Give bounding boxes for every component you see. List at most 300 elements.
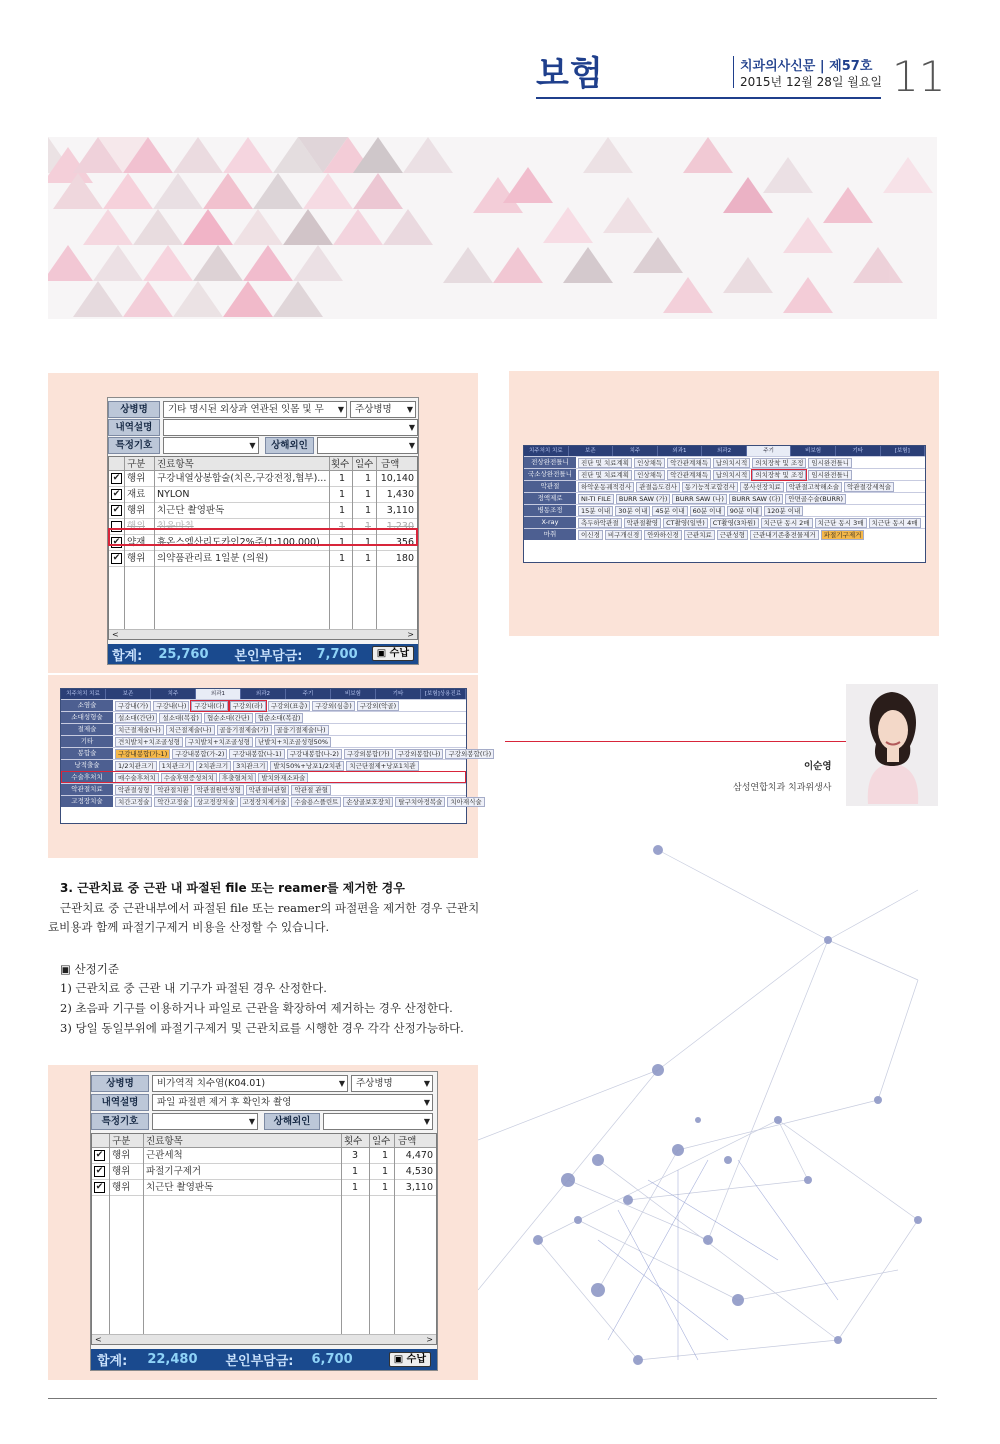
disease-value: 기타 명시된 외상과 연관된 잇몸 및 무 — [168, 404, 324, 415]
page-number: 11 — [892, 52, 946, 101]
procedure-button[interactable]: BURR SAW (가) — [616, 494, 671, 504]
row-checkbox[interactable]: ✔ — [112, 537, 121, 547]
procedure-button[interactable]: 이신경 — [578, 530, 603, 540]
criteria-title: ▣ 산정기준 — [60, 962, 119, 976]
receipt-button[interactable]: ▣ 수납 — [372, 646, 414, 661]
procedure-button[interactable]: 봉사선장치료 — [740, 482, 784, 492]
tab-row-label: 마취 — [524, 529, 576, 540]
grid-col-divider — [124, 457, 125, 639]
col-type: 구분 — [127, 459, 146, 470]
row-amount: 1,430 — [386, 489, 414, 500]
author-affiliation: 삼성연합치과 치과위생사 — [733, 783, 832, 793]
network-decoration — [478, 820, 937, 1380]
col-count: 횟수 — [331, 459, 350, 470]
procedure-button[interactable]: 악관절원반성형 — [194, 785, 244, 795]
procedure-button[interactable]: CT촬영(3차원) — [710, 518, 759, 528]
procedure-button[interactable]: 악관절치환 — [154, 785, 191, 795]
tab-item[interactable]: 주기 — [286, 689, 331, 699]
row-type: 행위 — [127, 553, 146, 564]
triangle-pattern-banner — [48, 137, 937, 319]
procedure-button[interactable]: 탈구치아정복술 — [395, 797, 445, 807]
disease-select[interactable] — [152, 1075, 348, 1092]
procedure-button[interactable]: 악관절비관혈 — [246, 785, 290, 795]
row-count: 3 — [352, 1150, 359, 1161]
procedure-button[interactable]: 악관절촬영 — [624, 518, 661, 528]
procedure-button[interactable]: 구강내(가) — [115, 701, 151, 711]
procedure-button[interactable]: 고정장치제거술 — [240, 797, 290, 807]
row-item: 침윤마취 — [157, 521, 194, 532]
issue-number: 제57호 — [829, 59, 873, 74]
tab-row-label: 봉합술 — [61, 748, 113, 759]
author-photo — [846, 684, 938, 806]
procedure-button[interactable]: 구강외봉합(나) — [395, 749, 444, 759]
procedure-button[interactable]: 수술용스플린트 — [291, 797, 341, 807]
horizontal-scrollbar[interactable] — [92, 1334, 436, 1344]
procedure-button[interactable]: 2치관크기 — [196, 761, 231, 771]
tab-item[interactable]: [보험] — [881, 446, 926, 456]
grid-col-divider — [341, 1134, 342, 1344]
procedure-button[interactable]: 측두하악관절 — [578, 518, 622, 528]
chevron-down-icon: ▼ — [423, 1079, 430, 1088]
claim-screen-1 — [107, 397, 419, 665]
tab-item[interactable]: 보존 — [569, 446, 614, 456]
treatment-tabs-bottom — [60, 688, 492, 824]
procedure-button[interactable]: 근관내기존충전물제거 — [750, 530, 819, 540]
tab-row-label: 수술후처치 — [61, 772, 113, 783]
row-checkbox[interactable]: ✔ — [112, 473, 121, 483]
footer-rule — [48, 1398, 937, 1399]
scroll-left-icon[interactable]: < — [112, 630, 119, 639]
tab-item[interactable]: 외과2 — [241, 689, 286, 699]
scroll-left-icon[interactable]: < — [95, 1335, 102, 1344]
procedure-button[interactable]: 구강내봉합(가-1) — [115, 749, 170, 759]
tab-row-label: 기타 — [61, 736, 113, 747]
desc-select[interactable] — [152, 1094, 433, 1111]
procedure-button[interactable]: 구강외(심층) — [312, 701, 354, 711]
disease-value: 비가역적 치수염(K04.01) — [157, 1078, 266, 1089]
author-photo-graphic — [846, 684, 938, 806]
procedure-button[interactable]: 악관절강세척술 — [844, 482, 894, 492]
col-days: 일수 — [372, 1136, 391, 1147]
row-days: 1 — [365, 537, 372, 548]
row-type: 행위 — [127, 473, 146, 484]
tab-row-label: 고정장치술 — [61, 796, 113, 807]
article-body-line-2: 료비용과 함께 파절기구제거 비용을 산정할 수 있습니다. — [48, 920, 330, 934]
table-row[interactable] — [109, 551, 417, 567]
procedure-button[interactable]: 치근단 동시 4매 — [869, 518, 921, 528]
copay-value: 7,700 — [316, 646, 358, 662]
row-checkbox[interactable]: ✔ — [112, 489, 121, 499]
row-item: 파절기구제거 — [146, 1166, 202, 1177]
desc-value: 파일 파절편 제거 후 확인차 촬영 — [157, 1097, 292, 1108]
chevron-down-icon: ▼ — [337, 405, 344, 414]
row-amount: 4,530 — [405, 1166, 433, 1177]
procedure-button[interactable]: 골융기절제술(가) — [217, 725, 272, 735]
row-days: 1 — [382, 1166, 389, 1177]
row-count: 1 — [339, 537, 346, 548]
procedure-button[interactable]: 매수술후처치 — [115, 773, 159, 783]
row-amount: 3,110 — [386, 505, 414, 516]
tab-item[interactable]: [보험]상용진료 — [421, 689, 466, 699]
scroll-right-icon[interactable]: > — [426, 1335, 433, 1344]
total-label: 합계: — [97, 1354, 128, 1369]
row-count: 1 — [339, 505, 346, 516]
procedure-button[interactable]: 근관치료 — [684, 530, 715, 540]
tab-item[interactable]: 치주처치 치료 — [524, 446, 569, 456]
procedure-button[interactable]: 임시완전틀니 — [808, 470, 852, 480]
treatment-grid-2 — [91, 1133, 437, 1345]
copay-label: 본인부담금: — [234, 648, 303, 664]
procedure-button[interactable]: 진단 및 치료계획 — [578, 458, 632, 468]
row-checkbox[interactable]: ✔ — [95, 1150, 104, 1160]
tab-row — [61, 735, 466, 747]
row-days: 1 — [365, 505, 372, 516]
desc-label: 내역설명 — [108, 419, 160, 436]
procedure-button[interactable]: 발치와재소파술 — [258, 773, 308, 783]
tab-item[interactable]: 치주처치 치료 — [61, 689, 106, 699]
procedure-button[interactable]: 협순소대(복잡) — [255, 713, 304, 723]
chevron-down-icon: ▼ — [406, 405, 413, 414]
paper-name: 치과의사신문 — [740, 59, 816, 74]
tab-item[interactable]: 주기 — [747, 446, 792, 456]
row-item: NYLON — [157, 489, 190, 500]
procedure-button[interactable]: 구강내봉합(가-2) — [172, 749, 227, 759]
procedure-button[interactable]: 구강외(라) — [230, 701, 266, 711]
procedure-button[interactable]: 수술후염증성처치 — [161, 773, 217, 783]
treatment-grid-1 — [108, 456, 418, 640]
disease-select[interactable] — [163, 401, 347, 418]
procedure-button[interactable]: 악간관계채득 — [667, 458, 711, 468]
tab-row — [61, 795, 482, 807]
chevron-down-icon: ▼ — [423, 1098, 430, 1107]
procedure-button[interactable]: 치근단절제+낭포1치관 — [346, 761, 418, 771]
criteria-item-1: 1) 근관치료 중 근관 내 기구가 파절된 경우 산정한다. — [60, 981, 327, 995]
tab-row — [524, 516, 925, 528]
row-type: 행위 — [112, 1166, 131, 1177]
row-amount: 10,140 — [380, 473, 414, 484]
table-row[interactable] — [109, 471, 417, 487]
procedure-button[interactable]: 근관성형 — [717, 530, 748, 540]
row-amount: 180 — [395, 553, 414, 564]
injury-cause-select[interactable] — [323, 1113, 433, 1130]
row-days: 1 — [365, 553, 372, 564]
grid-col-divider — [154, 457, 155, 639]
criteria-item-3: 3) 당일 동일부위에 파절기구제거 및 근관치료를 시행한 경우 각각 산정가능하다. — [60, 1021, 464, 1035]
copay-value: 6,700 — [311, 1352, 353, 1367]
procedure-button[interactable]: 치근절제술(나) — [166, 725, 215, 735]
special-code-select[interactable] — [152, 1113, 258, 1130]
procedure-button[interactable]: 동기능적교합검사 — [682, 482, 738, 492]
sub-disease-select[interactable] — [351, 1075, 433, 1092]
copay-label: 본인부담금: — [225, 1354, 294, 1369]
procedure-button[interactable]: CT촬영(일반) — [663, 518, 708, 528]
tab-row — [524, 504, 925, 516]
tab-row-label: 병동조정 — [524, 505, 576, 516]
total-value: 25,760 — [158, 646, 209, 662]
row-amount: 3,110 — [405, 1182, 433, 1193]
header-divider — [733, 56, 734, 88]
row-days: 1 — [365, 521, 372, 532]
claim-screen-2 — [90, 1071, 438, 1371]
row-type: 행위 — [127, 521, 146, 532]
tab-row-label: 소대성형술 — [61, 712, 113, 723]
row-amount: 356 — [395, 537, 414, 548]
tab-row — [524, 456, 925, 468]
procedure-button[interactable]: 하악운동궤적검사 — [578, 482, 634, 492]
horizontal-scrollbar[interactable] — [109, 629, 417, 639]
grid-col-divider — [143, 1134, 144, 1344]
tab-row — [524, 480, 925, 492]
procedure-button[interactable]: BURR SAW (다) — [729, 494, 784, 504]
tab-row — [61, 747, 492, 759]
row-count: 1 — [339, 473, 346, 484]
row-checkbox[interactable]: ✔ — [95, 1182, 104, 1192]
row-count: 1 — [339, 489, 346, 500]
row-item: 치근단 촬영판독 — [157, 505, 225, 516]
row-type: 행위 — [127, 505, 146, 516]
tab-row-label: 전상완전틀니 — [524, 457, 576, 468]
total-bar-2 — [91, 1349, 437, 1370]
tab-item[interactable]: 외과2 — [702, 446, 747, 456]
row-item: 근관세척 — [146, 1150, 183, 1161]
procedure-button[interactable]: 구강내(나) — [153, 701, 189, 711]
procedure-button[interactable]: 치아재식술 — [447, 797, 484, 807]
tab-item[interactable]: 보존 — [106, 689, 151, 699]
grid-col-divider — [394, 1134, 395, 1344]
tab-row — [524, 528, 925, 540]
table-row[interactable] — [109, 503, 417, 519]
procedure-button[interactable]: NI-TI FILE — [578, 494, 614, 504]
procedure-button[interactable]: 설소대(간단) — [115, 713, 157, 723]
tab-row — [61, 699, 466, 711]
highlight-anesthetic-row — [108, 528, 418, 546]
tab-row — [61, 759, 466, 771]
procedure-button[interactable]: 협순소대(간단) — [204, 713, 253, 723]
tab-row — [61, 771, 466, 783]
procedure-button[interactable]: 파절기구제거 — [821, 530, 865, 540]
col-type: 구분 — [112, 1136, 131, 1147]
injury-cause-label: 상해외인 — [265, 437, 315, 454]
procedure-button[interactable]: 안면골수술(BURR) — [785, 494, 846, 504]
procedure-button[interactable]: 90분 이내 — [727, 506, 762, 516]
total-value: 22,480 — [147, 1352, 198, 1367]
procedure-button[interactable]: 납의치시적 — [713, 470, 750, 480]
tab-row — [61, 723, 466, 735]
row-item: 휴온스엠산리도카인2%주(1:100,000) — [157, 537, 320, 548]
injury-cause-label: 상해외인 — [264, 1113, 320, 1130]
procedure-button[interactable]: 구강내봉합(나-1) — [229, 749, 284, 759]
criteria-item-2: 2) 초음파 기구를 이용하거나 파일로 근관을 확장하여 제거하는 경우 산정한다. — [60, 1001, 453, 1015]
procedure-button[interactable]: 악간관계채득 — [667, 470, 711, 480]
row-checkbox[interactable]: ✔ — [95, 1166, 104, 1176]
row-checkbox[interactable]: ✔ — [112, 505, 121, 515]
tab-item[interactable]: 기타 — [376, 689, 421, 699]
procedure-button[interactable]: 의치장착 및 조정 — [752, 458, 806, 468]
procedure-button[interactable]: 구강내봉합(나-2) — [287, 749, 342, 759]
table-row[interactable] — [109, 487, 417, 503]
grid-col-divider — [329, 457, 330, 639]
procedure-button[interactable]: 구강외(악골) — [357, 701, 399, 711]
article-body-line-1: 근관치료 중 근관내부에서 파절된 file 또는 reamer의 파절편을 제거한 경우 근관치 — [60, 901, 480, 915]
col-count: 횟수 — [344, 1136, 363, 1147]
procedure-button[interactable]: 3치관크기 — [233, 761, 268, 771]
chevron-down-icon: ▼ — [248, 1117, 255, 1126]
procedure-button[interactable]: 관절음도검사 — [636, 482, 680, 492]
tab-row-label: X-ray — [524, 517, 576, 528]
procedure-button[interactable]: 악간고정술 — [154, 797, 191, 807]
procedure-button[interactable]: 1/2치관크기 — [115, 761, 157, 771]
special-code-label: 특정기호 — [91, 1113, 149, 1130]
row-type: 약재 — [127, 537, 146, 548]
tab-row-label: 국소상완전틀니 — [524, 469, 576, 480]
grid-header — [109, 457, 417, 471]
section-title: 보험 — [536, 54, 604, 94]
tab-row — [61, 711, 466, 723]
procedure-button[interactable]: 진단 및 치료계획 — [578, 470, 632, 480]
procedure-button[interactable]: 골융기절제술(나) — [274, 725, 329, 735]
row-days: 1 — [365, 473, 372, 484]
procedure-button[interactable]: BURR SAW (나) — [672, 494, 727, 504]
section-underline — [536, 97, 881, 99]
procedure-button[interactable]: 구강외봉합(다) — [445, 749, 494, 759]
tab-row-label: 절제술 — [61, 724, 113, 735]
triangle-pattern-graphic — [48, 137, 937, 319]
grid-col-divider — [369, 1134, 370, 1344]
total-label: 합계: — [112, 648, 143, 664]
row-count: 1 — [339, 553, 346, 564]
procedure-button[interactable]: 치간고정술 — [115, 797, 152, 807]
sub-disease-label: 주상병명 — [355, 404, 392, 415]
sub-disease-select[interactable] — [350, 401, 416, 418]
chevron-down-icon: ▼ — [408, 441, 416, 450]
scroll-right-icon[interactable]: > — [407, 630, 414, 639]
receipt-label: 수납 — [389, 648, 409, 659]
article-heading: 3. 근관치료 중 근관 내 파절된 file 또는 reamer를 제거한 경우 — [60, 881, 405, 895]
col-item: 진료항목 — [157, 459, 194, 470]
receipt-button[interactable]: ▣ 수납 — [389, 1352, 431, 1367]
col-amount: 금액 — [381, 459, 400, 470]
procedure-button[interactable]: 120분 이내 — [764, 506, 803, 516]
tab-item[interactable]: 치주 — [151, 689, 196, 699]
row-count: 1 — [339, 521, 346, 532]
desc-select[interactable] — [163, 419, 418, 436]
procedure-button[interactable]: 구강외(표층) — [268, 701, 310, 711]
procedure-button[interactable]: 상고정장치술 — [194, 797, 238, 807]
procedure-button[interactable]: 설소대(복잡) — [159, 713, 201, 723]
paper-name-line: 치과의사신문 | 제57호 — [740, 59, 873, 74]
special-code-select[interactable] — [163, 437, 259, 454]
tab-item[interactable]: 비보험 — [791, 446, 836, 456]
chevron-down-icon: ▼ — [408, 423, 415, 432]
tab-item[interactable]: 기타 — [836, 446, 881, 456]
procedure-button[interactable]: 악관절 관혈 — [291, 785, 330, 795]
row-count: 1 — [352, 1182, 359, 1193]
chevron-down-icon: ▼ — [338, 1079, 345, 1088]
row-days: 1 — [365, 489, 372, 500]
sub-disease-label: 주상병명 — [356, 1078, 393, 1089]
tab-row — [61, 783, 466, 795]
procedure-button[interactable]: 구강내(다) — [191, 701, 227, 711]
procedure-button[interactable]: 30분 이내 — [615, 506, 650, 516]
author-name: 이순영 — [804, 761, 832, 772]
procedure-button[interactable]: 치근단 동시 3매 — [815, 518, 867, 528]
procedure-button[interactable]: 구강외봉합(가) — [344, 749, 393, 759]
procedure-button[interactable]: 치근절제술(나) — [115, 725, 164, 735]
chevron-down-icon: ▼ — [249, 441, 256, 450]
row-type: 행위 — [112, 1182, 131, 1193]
grid-col-divider — [109, 1134, 110, 1344]
row-item: 의약품관리료 1일분 (의원) — [157, 553, 269, 564]
grid-col-divider — [352, 457, 353, 639]
special-code-label: 특정기호 — [108, 437, 160, 454]
tab-item[interactable]: 외과1 — [658, 446, 703, 456]
procedure-button[interactable]: 의치장착 및 조정 — [752, 470, 806, 480]
row-item: 치근단 촬영판독 — [146, 1182, 214, 1193]
col-item: 진료항목 — [146, 1136, 183, 1147]
procedure-button[interactable]: 발치50%+낭포1/2치관 — [270, 761, 344, 771]
procedure-button[interactable]: 후출혈처치 — [219, 773, 256, 783]
procedure-button[interactable]: 임시완전틀니 — [808, 458, 852, 468]
disease-label: 상병명 — [91, 1075, 149, 1092]
tab-row-label: 낭적출술 — [61, 760, 113, 771]
desc-label: 내역설명 — [91, 1094, 149, 1111]
col-days: 일수 — [355, 459, 374, 470]
procedure-button[interactable]: 안와하신경 — [644, 530, 681, 540]
row-days: 1 — [382, 1150, 389, 1161]
row-amount: 4,470 — [405, 1150, 433, 1161]
total-bar-1 — [108, 644, 418, 664]
procedure-button[interactable]: 구치발치+치조골성형 — [185, 737, 253, 747]
tab-row-label: 악관절 — [524, 481, 576, 492]
tab-row — [524, 468, 925, 480]
row-type: 재료 — [127, 489, 146, 500]
row-checkbox[interactable]: ✔ — [112, 553, 121, 563]
procedure-button[interactable]: 납의치시적 — [713, 458, 750, 468]
procedure-button[interactable]: 견치발치+치조골성형 — [115, 737, 183, 747]
procedure-button[interactable]: 45분 이내 — [652, 506, 687, 516]
receipt-label: 수납 — [406, 1354, 426, 1365]
procedure-button[interactable]: 15분 이내 — [578, 506, 613, 516]
procedure-button[interactable]: 인상채득 — [634, 470, 665, 480]
disease-label: 상병명 — [108, 401, 160, 418]
procedure-button[interactable]: 악관절성형 — [115, 785, 152, 795]
procedure-button[interactable]: 치근단 동시 2매 — [761, 518, 813, 528]
tab-row — [524, 492, 925, 504]
tab-row-label: 악관절치료 — [61, 784, 113, 795]
grid-col-divider — [376, 457, 377, 639]
injury-cause-select[interactable] — [317, 437, 418, 454]
procedure-button[interactable]: 난발치+치조골성형50% — [255, 737, 331, 747]
tab-item[interactable]: 외과1 — [196, 689, 241, 699]
row-days: 1 — [382, 1182, 389, 1193]
tab-row-label: 정액제로 — [524, 493, 576, 504]
procedure-button[interactable]: 악관절고착해소술 — [786, 482, 842, 492]
row-amount: 1,230 — [386, 521, 414, 532]
tab-item[interactable]: 치주 — [613, 446, 658, 456]
row-type: 행위 — [112, 1150, 131, 1161]
row-count: 1 — [352, 1166, 359, 1177]
procedure-button[interactable]: 손상골보호장치 — [343, 797, 393, 807]
procedure-button[interactable]: 1치관크기 — [159, 761, 194, 771]
publication-date: 2015년 12월 28일 월요일 — [740, 75, 883, 89]
col-amount: 금액 — [398, 1136, 417, 1147]
procedure-button[interactable]: 인상채득 — [634, 458, 665, 468]
procedure-button[interactable]: 비구개신경 — [605, 530, 642, 540]
tab-item[interactable]: 비보험 — [331, 689, 376, 699]
row-item: 구강내열상봉합술(치은,구강전정,협부)... — [157, 473, 327, 484]
procedure-button[interactable]: 60분 이내 — [690, 506, 725, 516]
treatment-tabs-top — [523, 445, 926, 563]
